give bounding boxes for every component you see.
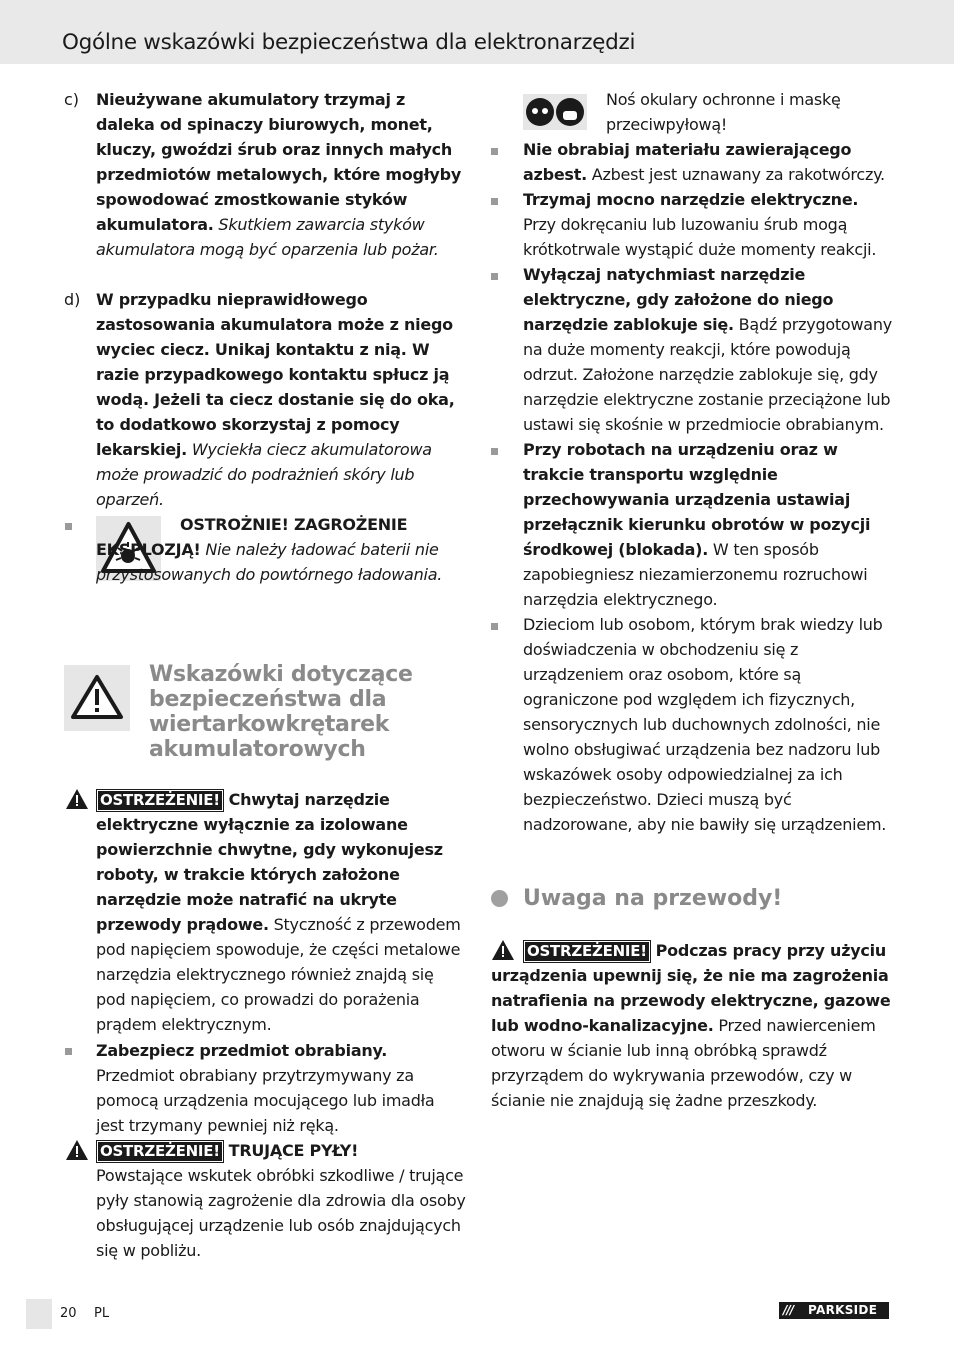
bullet-square xyxy=(65,1048,72,1055)
item-secure xyxy=(96,1038,466,1138)
item-hold xyxy=(523,187,893,262)
warning-electric-text: Styczność z przewodem pod napięciem spowoduje, że części metalowe narzędzia elektrycznego również znajdą się pod napięciem, co prowadzi do porażenia prądem elektrycznym. xyxy=(96,915,461,1034)
bullet-square xyxy=(491,273,498,280)
item-hold-text: Przy dokręcaniu lub luzowaniu śrub mogą krótkotrwale wystąpić duże momenty reakcji. xyxy=(523,215,877,259)
warning-wires xyxy=(491,938,891,1113)
parkside-logo xyxy=(779,1302,889,1319)
item-switch-off-text: Bądź przygotowany na duże momenty reakcji, które powodują odrzut. Założone narzędzie zablokuje się, gdy narzędzie elektryczne zostanie przeciążone lub ustawi się skośnie w przedmiocie obrabianym. xyxy=(523,315,892,434)
warning-icon xyxy=(65,788,89,814)
logo-stripes: /// xyxy=(783,1303,794,1317)
bullet-square xyxy=(491,448,498,455)
warning-badge: OSTRZEŻENIE! xyxy=(96,1140,224,1163)
explosion-italic: Nie należy ładować baterii nie przystosowanych do powtórnego ładowania. xyxy=(96,540,443,584)
warning-electric-bold: Chwytaj narzędzie elektryczne wyłącznie za izolowane powierzchnie chwytne, gdy wykonujesz roboty, w trakcie których założone narzędzie może natrafić na ukryte przewody prądowe. xyxy=(96,790,443,934)
wires-title: Uwaga na przewody! xyxy=(523,886,783,911)
item-switch-off xyxy=(523,262,893,437)
warning-badge: OSTRZEŻENIE! xyxy=(96,789,224,812)
item-transport-text: W ten sposób zapobiegniesz niezamierzonemu rozruchowi narzędzia elektrycznego. xyxy=(523,540,868,609)
explosion-bold: OSTROŻNIE! ZAGROŻENIE EKSPLOZJĄ! xyxy=(96,515,408,559)
item-transport-bold: Przy robotach na urządzeniu oraz w trakcie transportu względnie przechowywania urządzenia ustawiaj przełącznik kierunku obrotów w pozycji środkowej (blokada). xyxy=(523,440,871,559)
item-asbestos-bold: Nie obrabiaj materiału zawierającego azbest. xyxy=(523,140,852,184)
item-hold-bold: Trzymaj mocno narzędzie elektryczne. xyxy=(523,190,859,209)
bullet-square xyxy=(491,198,498,205)
item-d xyxy=(96,287,466,512)
page-number: 20 xyxy=(60,1306,77,1321)
item-c-bold: Nieużywane akumulatory trzymaj z daleka od spinaczy biurowych, monet, kluczy, gwoździ śrub oraz innych małych przedmiotów metalowych, które mogłyby spowodować zmostkowanie styków akumulatora. xyxy=(96,90,461,234)
item-d-bold: W przypadku nieprawidłowego zastosowania akumulatora może z niego wyciec ciecz. Unikaj kontaktu z nią. W razie przypadkowego kontaktu spłucz ją wodą. Jeżeli ta ciecz dostanie się do oka, to dodatkowo skorzystaj z pomocy lekarskiej. xyxy=(96,290,455,459)
bullet-dot xyxy=(491,890,508,907)
item-secure-text: Przedmiot obrabiany przytrzymywany za pomocą urządzenia mocującego lub imadła jest trzymany pewniej niż ręką. xyxy=(96,1066,435,1135)
item-asbestos-text: Azbest jest uznawany za rakotwórczy. xyxy=(591,165,885,184)
warning-badge: OSTRZEŻENIE! xyxy=(523,940,651,963)
bullet-square xyxy=(65,523,72,530)
goggles-mask-icon xyxy=(523,94,587,130)
section-title: Wskazówki dotyczące bezpieczeństwa dla wiertarkowkrętarek akumulatorowych xyxy=(149,662,413,762)
item-c xyxy=(96,87,466,262)
goggles-text: Noś okulary ochronne i maskę przeciwpyłową! xyxy=(606,90,841,134)
warning-dust xyxy=(96,1138,466,1263)
item-children: Dzieciom lub osobom, którym brak wiedzy lub doświadczenia w obchodzeniu się z urządzeniem oraz osobom, które są ograniczone pod względem ich fizycznych, sensorycznych lub duchownych zdolności, nie wolno obsługiwać urządzenia bez nadzoru lub wskazówek osoby odpowiedzialnej za ich bezpieczeństwo. Dzieci muszą być nadzorowane, aby nie bawiły się urządzeniem. xyxy=(523,615,887,834)
warning-electric xyxy=(96,787,466,1037)
item-label-d: d) xyxy=(64,290,81,309)
page-header xyxy=(0,0,954,64)
item-c-italic: Skutkiem zawarcia styków akumulatora mogą być oparzenia lub pożar. xyxy=(96,215,439,259)
language-code: PL xyxy=(94,1306,110,1321)
warning-wires-bold: Podczas pracy przy użyciu urządzenia upewnij się, że nie ma zagrożenia natrafienia na przewody elektryczne, gazowe lub wodno-kanalizacyjne. xyxy=(491,941,891,1035)
warning-wires-text: Przed nawierceniem otworu w ścianie lub inną obróbką sprawdź przyrządem do wykrywania przewodów, czy w ścianie nie znajdują się żadne przeszkody. xyxy=(491,1016,876,1110)
bullet-square xyxy=(491,623,498,630)
item-d-italic: Wyciekła ciecz akumulatorowa może prowadzić do podrażnień skóry lub oparzeń. xyxy=(96,440,432,509)
explosion-warning xyxy=(96,512,466,587)
warning-dust-text: Powstające wskutek obróbki szkodliwe / trujące pyły stanowią zagrożenie dla zdrowia dla osoby obsługującej urządzenie lub osób znajdujących się w pobliżu. xyxy=(96,1166,466,1260)
bullet-square xyxy=(491,148,498,155)
warning-triangle-icon xyxy=(64,665,130,731)
logo-text: PARKSIDE xyxy=(808,1303,878,1317)
page-title: Ogólne wskazówki bezpieczeństwa dla elektronarzędzi xyxy=(62,30,636,55)
item-switch-off-bold: Wyłączaj natychmiast narzędzie elektryczne, gdy założone do niego narzędzie zablokuje się. xyxy=(523,265,834,334)
footer-marker xyxy=(26,1299,52,1329)
item-transport xyxy=(523,437,893,612)
warning-dust-bold: TRUJĄCE PYŁY! xyxy=(228,1141,359,1160)
warning-icon xyxy=(65,1139,89,1165)
item-label-c: c) xyxy=(64,90,80,109)
item-secure-bold: Zabezpiecz przedmiot obrabiany. xyxy=(96,1041,388,1060)
item-asbestos xyxy=(523,137,893,187)
